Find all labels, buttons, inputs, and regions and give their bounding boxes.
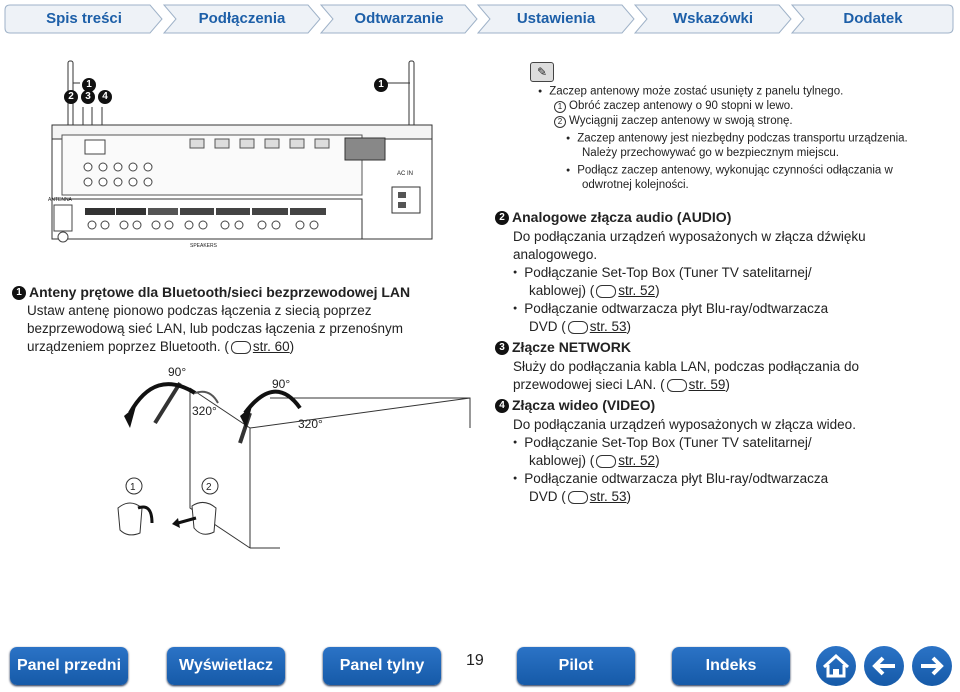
- wyswietlacz-button[interactable]: Wyświetlacz: [167, 647, 285, 685]
- tab-label: Dodatek: [843, 10, 903, 27]
- step-text: Obróć zaczep antenowy o 90 stopni w lewo.: [569, 100, 794, 112]
- tab-wskazowki[interactable]: [634, 4, 792, 34]
- callout-3: 3: [81, 88, 98, 106]
- reference-hand-icon: [568, 491, 588, 504]
- panel-przedni-button[interactable]: Panel przedni: [10, 647, 128, 685]
- section-2-line-2: analogowego.: [513, 247, 598, 262]
- reference-hand-icon: [568, 321, 588, 334]
- section-2-title: Analogowe złącza audio (AUDIO): [512, 209, 732, 225]
- close-paren: ): [626, 489, 632, 504]
- section-1-title: Anteny prętowe dla Bluetooth/sieci bezprzewodowej LAN: [29, 284, 411, 300]
- angle-320-label: 320°: [298, 417, 323, 431]
- close-paren: ): [655, 283, 660, 298]
- callout-4: 4: [98, 88, 115, 106]
- bullet-text: kablowej) (: [529, 283, 595, 298]
- reference-hand-icon: [667, 379, 687, 392]
- section-3-text: przewodowej sieci LAN. (: [513, 377, 665, 392]
- tab-label: Odtwarzanie: [354, 10, 444, 27]
- reference-hand-icon: [231, 341, 251, 354]
- tab-label: Podłączenia: [198, 10, 286, 27]
- section-2-number: 2: [495, 211, 509, 225]
- tab-label: Ustawienia: [516, 10, 596, 27]
- rear-panel-diagram: [40, 55, 480, 260]
- section-3-line-2: [513, 376, 730, 394]
- close-paren: ): [626, 319, 632, 334]
- tab-podlaczenia[interactable]: [163, 4, 321, 34]
- section-2-line-1: Do podłączania urządzeń wyposażonych w złącza dźwięku: [513, 229, 866, 244]
- tab-spis-tresci[interactable]: [4, 4, 164, 34]
- pilot-button[interactable]: Pilot: [517, 647, 635, 685]
- top-tab-bar: [0, 0, 960, 38]
- section-3-title: Złącze NETWORK: [512, 339, 632, 355]
- tab-dodatek[interactable]: [791, 4, 955, 34]
- home-button[interactable]: [816, 646, 856, 686]
- callout-1-left: 1: [82, 76, 99, 94]
- angle-90-label: 90°: [272, 377, 291, 391]
- pencil-icon: ✎: [530, 62, 554, 82]
- section-3-heading: [495, 339, 631, 355]
- section-1-line-3: [27, 338, 294, 356]
- antenna-label: ANTENNA: [48, 197, 72, 203]
- section-2-page-link-2[interactable]: str. 53: [589, 319, 627, 334]
- tab-ustawienia[interactable]: [477, 4, 635, 34]
- home-icon: [816, 646, 856, 686]
- step-number: 2: [554, 116, 566, 128]
- close-paren: ): [289, 339, 295, 354]
- angle-90-label: 90°: [168, 365, 187, 379]
- forward-button[interactable]: [912, 646, 952, 686]
- step-1-label: 1: [130, 482, 136, 493]
- section-2-bullet-1a: ● Podłączanie Set-Top Box (Tuner TV satelitarnej/: [513, 264, 812, 282]
- section-3-number: 3: [495, 341, 509, 355]
- close-paren: ): [725, 377, 730, 392]
- section-1-line-1: Ustaw antenę pionowo podczas łączenia z siecią poprzez: [27, 303, 372, 318]
- callout-1-right: 1: [374, 76, 391, 94]
- note-step-1: [554, 99, 793, 114]
- page-number: 19: [466, 652, 484, 669]
- close-paren: ): [655, 453, 660, 468]
- section-1-line-2: bezprzewodową sieć LAN, lub podczas łączenia z przenośnym: [27, 321, 403, 336]
- back-button[interactable]: [864, 646, 904, 686]
- section-2-heading: [495, 209, 731, 225]
- section-4-bullet-1a: ● Podłączanie Set-Top Box (Tuner TV satelitarnej/: [513, 434, 812, 452]
- bullet-text: DVD (: [529, 489, 566, 504]
- section-2-bullet-2a: ● Podłączanie odtwarzacza płyt Blu-ray/odtwarzacza: [513, 300, 828, 318]
- section-1-page-link[interactable]: str. 60: [252, 339, 290, 354]
- section-2-page-link-1[interactable]: str. 52: [618, 283, 656, 298]
- angle-320-label: 320°: [192, 404, 217, 418]
- section-3-page-link[interactable]: str. 59: [688, 377, 726, 392]
- section-4-line-1: Do podłączania urządzeń wyposażonych w złącza wideo.: [513, 417, 856, 432]
- step-text: Wyciągnij zaczep antenowy w swoją stronę.: [569, 115, 793, 127]
- reference-hand-icon: [596, 455, 616, 468]
- reference-hand-icon: [596, 285, 616, 298]
- arrow-right-icon: [912, 646, 952, 686]
- section-4-page-link-2[interactable]: str. 53: [589, 489, 627, 504]
- section-4-bullet-2a: ● Podłączanie odtwarzacza płyt Blu-ray/odtwarzacza: [513, 470, 828, 488]
- callout-2: 2: [64, 88, 81, 106]
- section-4-heading: [495, 397, 655, 413]
- section-3-line-1: Służy do podłączania kabla LAN, podczas podłączania do: [513, 359, 859, 374]
- speakers-label: SPEAKERS: [190, 243, 217, 249]
- note-line-2a: ● Zaczep antenowy jest niezbędny podczas transportu urządzenia.: [566, 131, 908, 147]
- antenna-rotation-illustration: [100, 358, 480, 558]
- tab-label: Spis treści: [46, 10, 122, 27]
- section-4-title: Złącza wideo (VIDEO): [512, 397, 656, 413]
- section-2-bullet-1b: [529, 282, 660, 300]
- bullet-text: DVD (: [529, 319, 566, 334]
- section-1-number: 1: [12, 286, 26, 300]
- section-4-number: 4: [495, 399, 509, 413]
- note-line-1: ● Zaczep antenowy może zostać usunięty z panelu tylnego.: [538, 84, 843, 100]
- step-2-label: 2: [206, 482, 212, 493]
- note-line-3b: odwrotnej kolejności.: [582, 179, 689, 191]
- step-number: 1: [554, 101, 566, 113]
- tab-label: Wskazówki: [672, 10, 754, 27]
- indeks-button[interactable]: Indeks: [672, 647, 790, 685]
- panel-tylny-button[interactable]: Panel tylny: [323, 647, 441, 685]
- bullet-text: kablowej) (: [529, 453, 595, 468]
- note-line-2b: Należy przechowywać go w bezpiecznym miejscu.: [582, 147, 839, 159]
- section-4-bullet-2b: [529, 488, 631, 506]
- section-4-page-link-1[interactable]: str. 52: [618, 453, 656, 468]
- arrow-left-icon: [864, 646, 904, 686]
- tab-odtwarzanie[interactable]: [320, 4, 478, 34]
- section-4-bullet-1b: [529, 452, 660, 470]
- section-1-text: urządzeniem poprzez Bluetooth. (: [27, 339, 229, 354]
- note-step-2: [554, 114, 793, 129]
- note-line-3a: ● Podłącz zaczep antenowy, wykonując czynności odłączania w: [566, 163, 893, 179]
- ac-in-label: AC IN: [397, 171, 414, 177]
- section-1-heading: [12, 284, 410, 300]
- section-2-bullet-2b: [529, 318, 631, 336]
